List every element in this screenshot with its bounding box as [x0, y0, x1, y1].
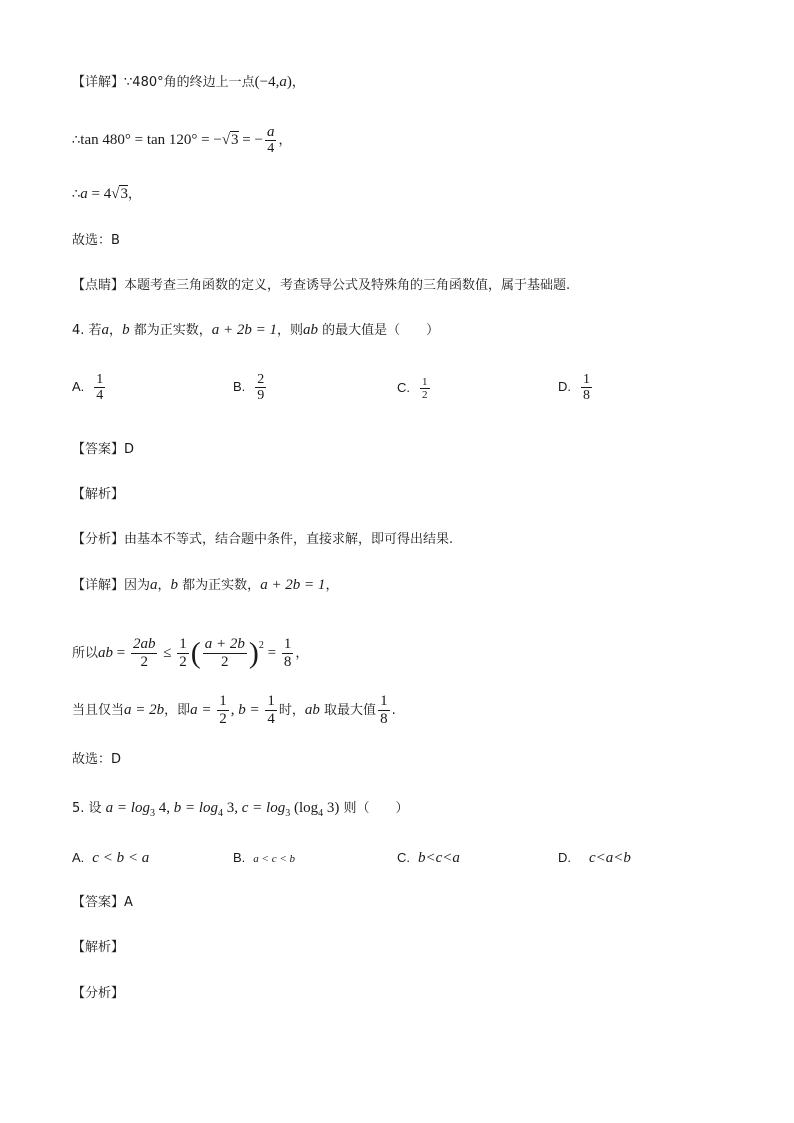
because-symbol: ∵ [124, 75, 133, 90]
right-paren: ) [248, 636, 259, 670]
comma: ， [278, 133, 292, 148]
option-text: a < c < b [253, 853, 296, 865]
option-fraction [255, 372, 266, 403]
q4-option-a[interactable] [72, 372, 107, 403]
frac-den: 2 [422, 389, 428, 401]
b-base: 4 [218, 808, 224, 819]
q5-fenxi-title: 【分析】 [72, 986, 125, 1001]
question-5-stem [72, 798, 409, 824]
condition: a + 2b = 1 [211, 322, 277, 338]
var-ab: ab [302, 322, 318, 338]
fraction-half [177, 636, 189, 671]
stem-e: 的最大值是（ ） [317, 323, 440, 338]
b-arg: 3, [223, 800, 242, 816]
var-ab: ab [304, 702, 320, 718]
q4-detail-1 [72, 575, 338, 596]
q4-fenxi [72, 530, 453, 550]
q4-detail-3 [72, 692, 396, 729]
frac-num: 1 [583, 372, 590, 387]
q4-analysis-title: 【解析】 [72, 487, 125, 502]
q5-analysis-title: 【解析】 [72, 940, 125, 955]
frac-den: 4 [96, 388, 104, 403]
answer-value: A [124, 895, 133, 910]
stem-b: ， [109, 323, 123, 338]
sqrt-sign: √ [111, 186, 120, 202]
c-open: (log [290, 800, 319, 816]
detail-line-1 [72, 72, 305, 93]
prefix: 所以 [72, 646, 99, 661]
a-arg: 4, [154, 800, 174, 816]
q5-option-d[interactable] [558, 850, 631, 867]
point-close: ) [286, 74, 292, 90]
fraction-a-over-4 [265, 125, 277, 156]
condition: a + 2b = 1 [260, 577, 326, 593]
option-label: D. [558, 379, 571, 394]
frac-num: 2 [257, 372, 265, 387]
q4-option-c[interactable] [397, 376, 432, 401]
fenxi-tag: 【分析】 [72, 532, 125, 547]
fraction-b [265, 693, 277, 728]
fraction-inner [203, 636, 247, 671]
prefix: 当且仅当 [72, 703, 125, 718]
frac-num: 1 [267, 693, 275, 709]
take-text: 取最大值 [319, 703, 377, 718]
detail-text-b: ， [157, 578, 171, 593]
equals-neg: = − [238, 132, 263, 148]
frac-den: 8 [583, 388, 590, 403]
detail-tag: 【详解】 [72, 75, 125, 90]
comma: ， [295, 646, 309, 661]
frac-num: 1 [422, 376, 428, 388]
frac-num: 1 [219, 693, 227, 709]
detail-tag: 【详解】 [72, 578, 125, 593]
stem-c: 都为正实数， [129, 323, 212, 338]
option-label: C. [397, 850, 410, 865]
answer-value: D [124, 442, 135, 457]
frac-den: 4 [267, 141, 275, 156]
option-fraction [420, 376, 430, 401]
answer-tag: 【答案】 [72, 442, 125, 457]
option-text: c<a<b [589, 850, 631, 866]
stem-prefix: 5. 设 [72, 801, 106, 816]
fenxi-text: 由基本不等式，结合题中条件，直接求解，即可得出结果. [124, 532, 454, 547]
square-exponent: 2 [258, 640, 264, 651]
sqrt-sign: √ [221, 132, 231, 148]
stem-suffix: 则（ ） [339, 801, 409, 816]
frac-den: 2 [179, 654, 187, 670]
option-label: A. [72, 850, 85, 865]
q5-option-a[interactable] [72, 850, 149, 867]
q4-detail-2 [72, 628, 308, 672]
tan-expression: tan 480° = tan 120° = − [80, 132, 222, 148]
option-text: c < b < a [92, 850, 150, 866]
sqrt-radicand: 3 [231, 132, 239, 148]
q4-answer [72, 440, 134, 460]
q5-option-c[interactable] [397, 850, 460, 867]
frac-num: a + 2b [204, 636, 245, 652]
q4-option-d[interactable] [558, 372, 594, 403]
option-label: B. [233, 850, 246, 865]
comma: ， [127, 187, 141, 202]
frac-num: 1 [179, 636, 187, 652]
q5-answer [72, 893, 133, 913]
mid-text: ，即 [164, 703, 191, 718]
var-a: a [80, 186, 88, 202]
option-label: A. [72, 379, 85, 394]
equals: = [113, 645, 129, 661]
q4-final-choice: 故选：D [72, 752, 122, 767]
therefore-symbol: ∴ [72, 133, 81, 148]
therefore-symbol: ∴ [72, 187, 81, 202]
dianjing-line [72, 276, 570, 296]
detail-line-3 [72, 184, 141, 205]
c-def: c = log [241, 800, 286, 816]
left-paren: ( [190, 636, 201, 670]
choice-line-b: 故选：B [72, 233, 120, 248]
frac-num: 1 [96, 372, 104, 387]
comma: ， [291, 75, 305, 90]
sqrt-radicand: 3 [120, 186, 128, 202]
detail-text-c: 都为正实数， [178, 578, 261, 593]
end-period: . [391, 703, 396, 718]
frac-den: 2 [219, 711, 227, 727]
point-var: a [279, 74, 287, 90]
option-fraction [581, 372, 592, 403]
c-base: 3 [285, 808, 291, 819]
fraction-2ab-over-2 [131, 636, 158, 671]
frac-num: 1 [283, 636, 292, 652]
a-base: 3 [149, 808, 155, 819]
fraction-a [217, 693, 229, 728]
dianjing-tag: 【点睛】 [72, 278, 125, 293]
condition: a = 2b [124, 702, 165, 718]
stem-a: 4. 若 [72, 323, 102, 338]
frac-den: 9 [257, 388, 265, 403]
detail-text: 480°角的终边上一点 [132, 75, 255, 90]
option-label: D. [558, 850, 571, 865]
answer-tag: 【答案】 [72, 895, 125, 910]
option-label: B. [233, 379, 246, 394]
detail-line-2 [72, 125, 291, 156]
detail-text-a: 因为 [124, 578, 151, 593]
frac-den: 4 [267, 711, 275, 727]
a-def: a = log [105, 800, 150, 816]
equals-four: = 4 [87, 186, 112, 202]
point-open: (−4, [254, 74, 280, 90]
fraction-max [378, 693, 390, 728]
lhs: ab [98, 645, 114, 661]
frac-den: 8 [283, 654, 292, 670]
frac-den: 2 [140, 654, 148, 670]
option-label: C. [397, 380, 410, 395]
equals: = [263, 645, 280, 661]
stem-d: ，则 [276, 323, 303, 338]
b-equals: , b = [230, 702, 264, 718]
q5-option-b[interactable] [233, 850, 295, 866]
var-a: a [101, 322, 110, 338]
comma: ， [325, 578, 339, 593]
var-a: a [150, 577, 158, 593]
frac-den: 8 [380, 711, 388, 727]
option-text: b<c<a [418, 850, 460, 866]
frac-num: 2ab [132, 636, 156, 652]
c-inner-base: 4 [318, 808, 324, 819]
b-def: b = log [173, 800, 219, 816]
frac-num: 1 [380, 693, 388, 709]
question-4-stem [72, 320, 439, 341]
when-text: 时， [278, 703, 305, 718]
fraction-result [282, 636, 294, 671]
var-b: b [122, 322, 130, 338]
dianjing-text: 本题考查三角函数的定义，考查诱导公式及特殊角的三角函数值，属于基础题. [124, 278, 571, 293]
a-equals: a = [190, 702, 216, 718]
q4-option-b[interactable] [233, 372, 268, 403]
frac-den: 2 [221, 654, 229, 670]
less-equal: ≤ [159, 645, 176, 661]
c-inner-arg: 3) [323, 800, 340, 816]
frac-num: a [266, 124, 275, 140]
var-b: b [170, 577, 179, 593]
option-fraction [94, 372, 105, 403]
